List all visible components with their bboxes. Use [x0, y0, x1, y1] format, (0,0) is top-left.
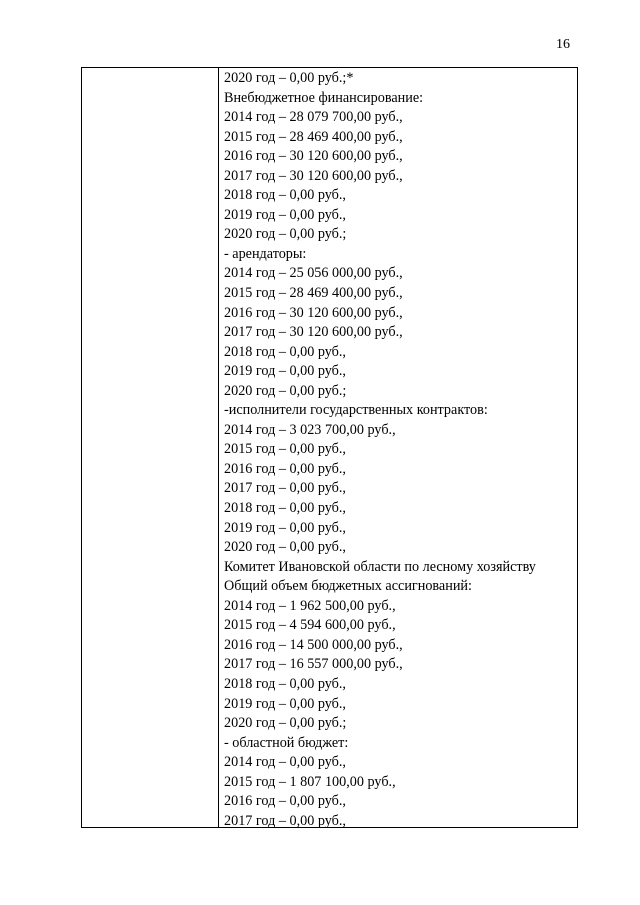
table-line: 2018 год – 0,00 руб.,: [224, 675, 346, 692]
table-line: 2018 год – 0,00 руб.,: [224, 187, 346, 204]
table-line: 2020 год – 0,00 руб.,: [224, 539, 346, 556]
table-line: 2019 год – 0,00 руб.,: [224, 695, 346, 712]
table-line: 2017 год – 16 557 000,00 руб.,: [224, 656, 403, 673]
table-line: 2016 год – 0,00 руб.,: [224, 793, 346, 810]
table-line: 2016 год – 30 120 600,00 руб.,: [224, 148, 403, 165]
table-line: 2014 год – 25 056 000,00 руб.,: [224, 265, 403, 282]
table-line: 2016 год – 0,00 руб.,: [224, 460, 346, 477]
table-line: 2017 год – 0,00 руб.,: [224, 480, 346, 497]
table-line: 2016 год – 30 120 600,00 руб.,: [224, 304, 403, 321]
table-line: 2019 год – 0,00 руб.,: [224, 363, 346, 380]
table-line: 2015 год – 28 469 400,00 руб.,: [224, 285, 403, 302]
table-line: 2019 год – 0,00 руб.,: [224, 206, 346, 223]
table-line: 2014 год – 3 023 700,00 руб.,: [224, 421, 396, 438]
table-line: 2014 год – 28 079 700,00 руб.,: [224, 109, 403, 126]
table-line: Комитет Ивановской области по лесному хозяйству: [224, 558, 536, 575]
table-line: 2018 год – 0,00 руб.,: [224, 500, 346, 517]
table-left-cell: [82, 68, 219, 827]
table-line: 2019 год – 0,00 руб.,: [224, 519, 346, 536]
table-line: 2017 год – 30 120 600,00 руб.,: [224, 167, 403, 184]
table-line: 2017 год – 30 120 600,00 руб.,: [224, 324, 403, 341]
table-line: 2015 год – 4 594 600,00 руб.,: [224, 617, 396, 634]
table-line: Общий объем бюджетных ассигнований:: [224, 578, 472, 595]
table-line: - арендаторы:: [224, 245, 307, 262]
table-line: -исполнители государственных контрактов:: [224, 402, 488, 419]
table-line: 2020 год – 0,00 руб.;: [224, 715, 347, 732]
table-line: 2015 год – 1 807 100,00 руб.,: [224, 773, 396, 790]
table-line: 2020 год – 0,00 руб.;: [224, 382, 347, 399]
table-line: 2015 год – 0,00 руб.,: [224, 441, 346, 458]
table-line: 2020 год – 0,00 руб.;*: [224, 70, 354, 86]
financing-table: [81, 67, 578, 828]
table-right-cell: [219, 68, 577, 827]
table-line: 2020 год – 0,00 руб.;: [224, 226, 347, 243]
table-line: 2014 год – 1 962 500,00 руб.,: [224, 597, 396, 614]
page-number: 16: [556, 37, 570, 52]
table-line: 2018 год – 0,00 руб.,: [224, 343, 346, 360]
table-line: 2015 год – 28 469 400,00 руб.,: [224, 128, 403, 145]
table-line: Внебюджетное финансирование:: [224, 89, 424, 106]
table-line: - областной бюджет:: [224, 734, 349, 751]
table-line: 2014 год – 0,00 руб.,: [224, 754, 346, 771]
table-line: 2016 год – 14 500 000,00 руб.,: [224, 636, 403, 653]
table-line: 2017 год – 0,00 руб.,: [224, 812, 346, 829]
